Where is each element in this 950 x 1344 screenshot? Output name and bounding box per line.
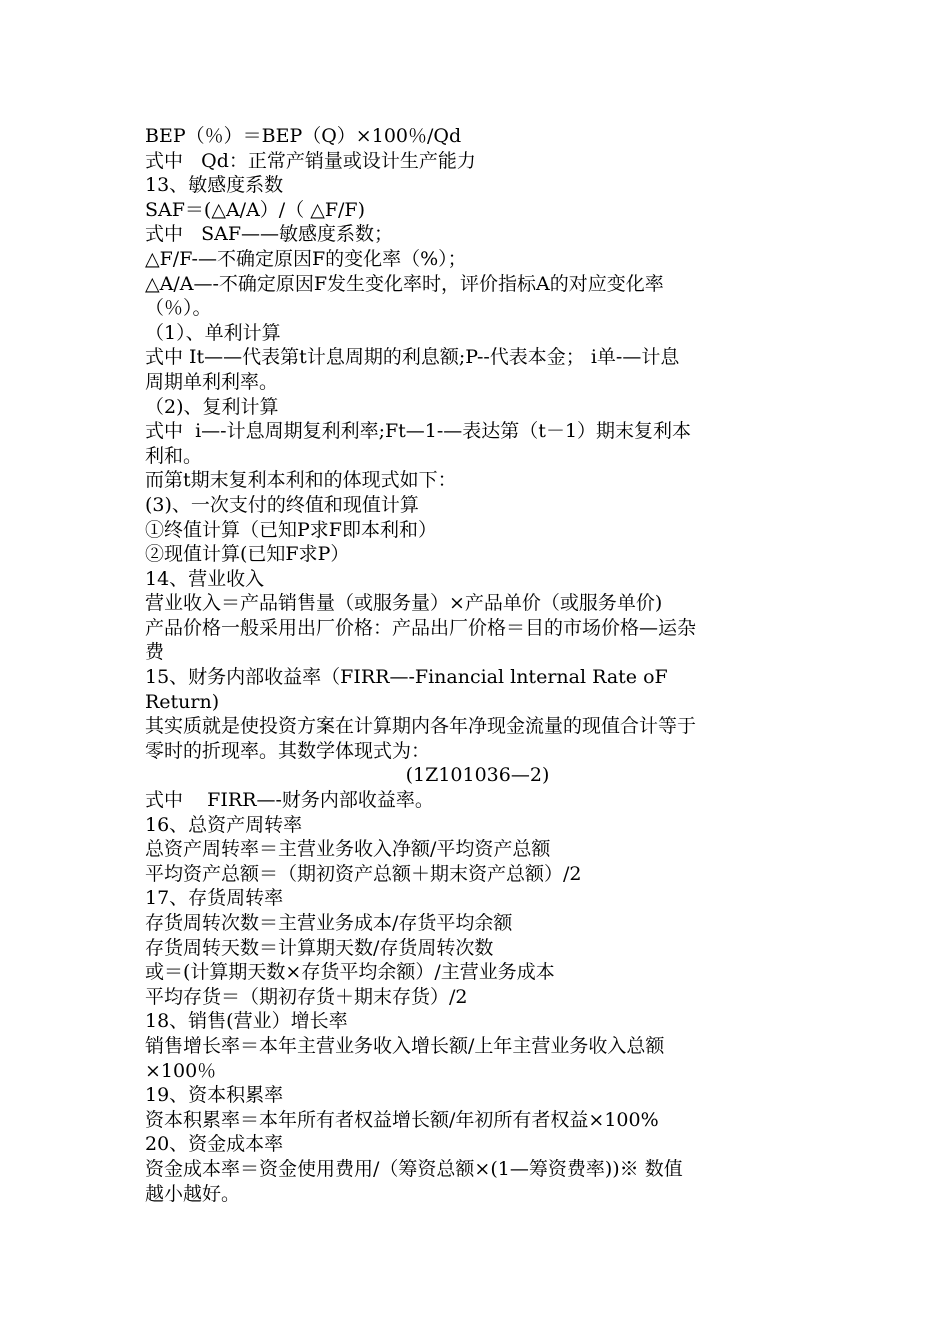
text-line: 式中 FIRR—-财务内部收益率。 — [145, 789, 434, 812]
section-heading: 14、营业收入 — [145, 567, 265, 590]
text-line: 平均存货＝（期初存货＋期末存货）/2 — [145, 985, 468, 1008]
text-line: 其实质就是使投资方案在计算期内各年净现金流量的现值合计等于 — [145, 715, 697, 738]
subsection-heading: （2)、复利计算 — [145, 395, 279, 418]
subsection-heading: (3)、一次支付的终值和现值计算 — [145, 493, 419, 516]
text-line: 存货周转天数＝计算期天数/存货周转次数 — [145, 936, 494, 959]
text-line: Return) — [145, 690, 220, 713]
text-line: 产品价格一般采用出厂价格：产品出厂价格＝目的市场价格—运杂 — [145, 616, 697, 639]
text-line: 式中 Qd：正常产销量或设计生产能力 — [145, 149, 476, 172]
text-line: 式中 It——代表第t计息周期的利息额;P--代表本金； i单-—计息 — [145, 346, 680, 369]
document-page — [145, 124, 810, 1206]
text-line: 越小越好。 — [145, 1182, 241, 1205]
text-line: ②现值计算(已知F求P） — [145, 543, 350, 566]
text-line: △F/F-—不确定原因F的变化率（%）； — [145, 247, 467, 270]
text-line: 资金成本率＝资金使用费用/（筹资总额×(1—筹资费率))※ 数值 — [145, 1157, 683, 1180]
text-line: 或＝(计算期天数×存货平均余额）/主营业务成本 — [145, 961, 555, 984]
section-heading: 20、资金成本率 — [145, 1133, 284, 1156]
text-line: SAF＝(△A/A）/（ △F/F) — [145, 198, 366, 221]
section-heading: 13、敏感度系数 — [145, 174, 284, 197]
text-line: 营业收入＝产品销售量（或服务量）×产品单价（或服务单价) — [145, 592, 663, 615]
text-line: △A/A—-不确定原因F发生变化率时，评价指标A的对应变化率 — [145, 272, 664, 295]
section-heading: 16、总资产周转率 — [145, 813, 303, 836]
text-line: （％）。 — [145, 297, 212, 320]
section-heading: 15、财务内部收益率（FIRR—-Financial lnternal Rate oF — [145, 666, 668, 689]
section-heading: 18、销售(营业）增长率 — [145, 1010, 348, 1033]
subsection-heading: （1）、单利计算 — [145, 321, 281, 344]
text-line: 总资产周转率＝主营业务收入净额/平均资产总额 — [145, 838, 551, 861]
text-line: 周期单利利率。 — [145, 370, 279, 393]
text-line: 资本积累率＝本年所有者权益增长额/年初所有者权益×100% — [145, 1108, 659, 1131]
text-line: 存货周转次数＝主营业务成本/存货平均余额 — [145, 912, 513, 934]
text-line: 利和。 — [145, 444, 203, 467]
text-line: 式中 i—-计息周期复利利率;Ft—1-—表达第（t－1）期末复利本 — [145, 420, 692, 443]
text-line: 销售增长率＝本年主营业务收入增长额/上年主营业务收入总额 — [145, 1034, 665, 1057]
text-line: 费 — [145, 641, 165, 664]
text-line: ①终值计算（已知P求F即本利和） — [145, 518, 437, 541]
text-line: 零时的折现率。其数学体现式为： — [145, 739, 431, 762]
text-line: ×100％ — [145, 1059, 217, 1082]
text-line: BEP（％）＝BEP（Q）×100％/Qd — [145, 125, 462, 147]
text-line: 式中 SAF——敏感度系数； — [145, 223, 394, 246]
formula-number: (1Z101036—2) — [405, 764, 550, 787]
section-heading: 17、存货周转率 — [145, 887, 284, 910]
text-line: 而第t期末复利本利和的体现式如下： — [145, 469, 457, 492]
text-line: 平均资产总额＝（期初资产总额＋期末资产总额）/2 — [145, 862, 582, 885]
section-heading: 19、资本积累率 — [145, 1084, 284, 1107]
